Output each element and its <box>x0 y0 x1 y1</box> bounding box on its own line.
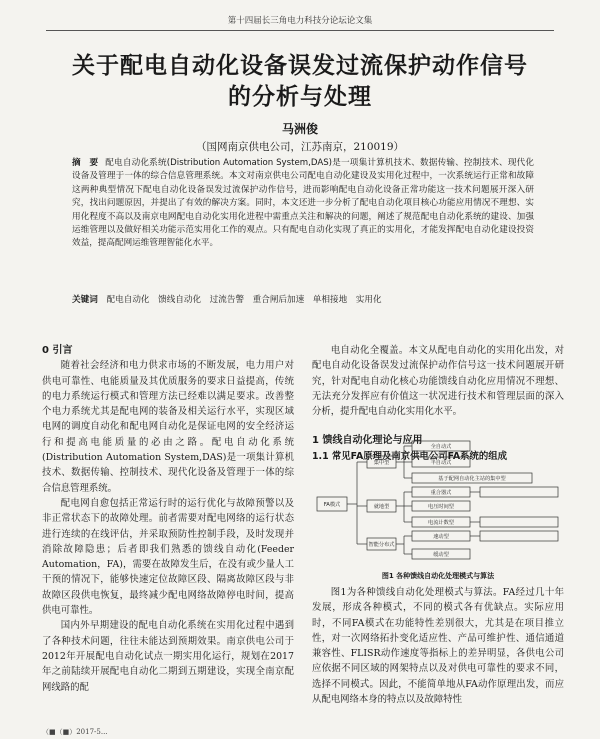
running-header: 第十四届长三角电力科技分论坛论文集 <box>227 16 373 26</box>
keywords-label: 关键词 <box>72 295 98 305</box>
section-heading-intro: 0 引言 <box>42 345 73 356</box>
abstract <box>72 157 534 251</box>
title-line-2: 的分析与处理 <box>228 83 372 110</box>
paper-title <box>40 50 560 112</box>
title-line-1: 关于配电自动化设备误发过流保护动作信号 <box>72 52 528 79</box>
leaf-slow: 缓动型 <box>433 552 449 558</box>
paragraph: 国内外早期建设的配电自动化系统在实用化过程中遇到了各种技术问题，往往未能达到预期效果。南京供电公司于2012年开展配电自动化试点一期实用化运行，规划在2017年之前陆续开展配电自动化二期到五期建设，实现全南京配网线路的配 <box>42 620 294 693</box>
leaf-voltage-time: 电压时间型 <box>428 504 454 510</box>
left-column <box>42 343 294 695</box>
section-heading-1: 1 馈线自动化理论与应用 <box>312 435 423 447</box>
abstract-label: 摘 要 <box>72 158 99 168</box>
branch-local: 就地型 <box>373 504 390 510</box>
fa-root-label: FA模式 <box>323 502 341 508</box>
header-rule <box>46 30 554 31</box>
page-footer: （■（■）2017-5... <box>42 728 108 736</box>
keywords-text: 配电自动化 馈线自动化 过流告警 重合闸后加速 单相接地 实用化 <box>106 295 382 305</box>
branch-distributed: 智能分布式 <box>368 542 395 548</box>
fa-mode-tree-diagram <box>312 440 564 568</box>
affiliation: （国网南京供电公司，江苏南京，210019） <box>195 141 405 153</box>
keywords <box>72 293 534 305</box>
leaf-recloser: 重合器式 <box>430 490 452 496</box>
leaf-master-station: 基于配网自动化主站的集中型 <box>438 476 506 482</box>
figure-fa-modes <box>312 440 564 568</box>
right-column-lower <box>312 585 564 707</box>
paragraph: 图1为各种馈线自动化处理模式与算法。FA经过几十年发展，形成各种模式，不同的模式各有优缺点。实际应用时，不同FA模式在功能特性差别很大，尤其是在项目推立性，对一次网络拓扑变化适应性、产品可维护性、通信通道兼容性、FLISR动作速度等指标上的差异明显，各供电公司应依据不同区域的网架特点以及对供电可靠性的要求不同，选择不同模式。因此，不能简单地从FA动作原理出发，而应从配电网络本身的特点以及故障特性 <box>312 587 564 706</box>
paragraph: 随着社会经济和电力供求市场的不断发展，电力用户对供电可靠性、电能质量及其优质服务的要求日益提高，传统的电力系统运行模式和管理方法已经难以满足要求。改善整个电力系统尤其是配电网的装备及相关运行水平，实现区域电网的调度自动化和配电网自动化是保证电网的安全经济运行和提高电能质量的必由之路。配电自动化系统(Distribution Automation System,DAS)是一项集计算机技术、数据传输、控制技术、现代化设备及管理于一体的综合信息管理系统。 <box>42 360 294 494</box>
leaf-current-count: 电流计数型 <box>428 520 454 526</box>
leaf-fast: 速动型 <box>433 534 449 540</box>
leaf-semi-auto: 半自动式 <box>430 460 452 466</box>
subsection-heading-1-1: 1.1 常见FA原理及南京供电公司FA系统的组成 <box>312 450 508 462</box>
leaf-full-auto: 全自动式 <box>430 444 452 450</box>
branch-centralized: 集中型 <box>373 460 390 466</box>
paragraph: 配电网自愈包括正常运行时的运行优化与故障预警以及非正常状态下的故障处理。前者需要对配电网络的运行状态进行连续的在线评估，并采取预防性控制手段，及时发现并消除故障隐患；后者即我们熟悉的馈线自动化(Feeder Automation，FA)，需要在故障发生后，在没有或少量人工干预的情况下，能够快速定位故障区段、隔离故障区段与非故障区段供电恢复，最终减少配电网络故障停电时间，提高供电可靠性。 <box>42 497 294 617</box>
figure-caption: 图1 各种馈线自动化处理模式与算法 <box>381 572 495 580</box>
abstract-text: 配电自动化系统(Distribution Automation System,DAS)是一项集计算机技术、数据传输、控制技术、现代化设备及管理于一体的综合信息管理系统。本文对南京供电公司配电自动化建设及实用化过程中，一次系统运行正常和故障这两种典型情况下配电自动化设备误发过流保护动作信号，进而影响配电自动化设备正常功能这一技术问题展开深入研究，找出问题原因，并提出了有效的解决方案。同时，本文还进一步分析了配电自动化项目核心功能应用情况不理想、实用化程度不高以及南京电网配电自动化实用化进程中需重点关注和解决的问题，阐述了规范配电自动化系统的建设、加强运维管理以及做好相关功能示范实用化工作的观点。只有配电自动化实现了真正的实用化，才能发挥配电自动化建设投资效益，提高配网运维管理智能化水平。 <box>72 158 534 249</box>
paragraph: 电自动化全覆盖。本文从配电自动化的实用化出发，对配电自动化设备误发过流保护动作信号这一技术问题展开研究，针对配电自动化核心功能馈线自动化应用情况不理想、无法充分发挥应有价值这一状况进行技术和管理层面的深入分析，提升配电自动化实用化水平。 <box>312 345 564 418</box>
author: 马洲俊 <box>281 122 318 136</box>
